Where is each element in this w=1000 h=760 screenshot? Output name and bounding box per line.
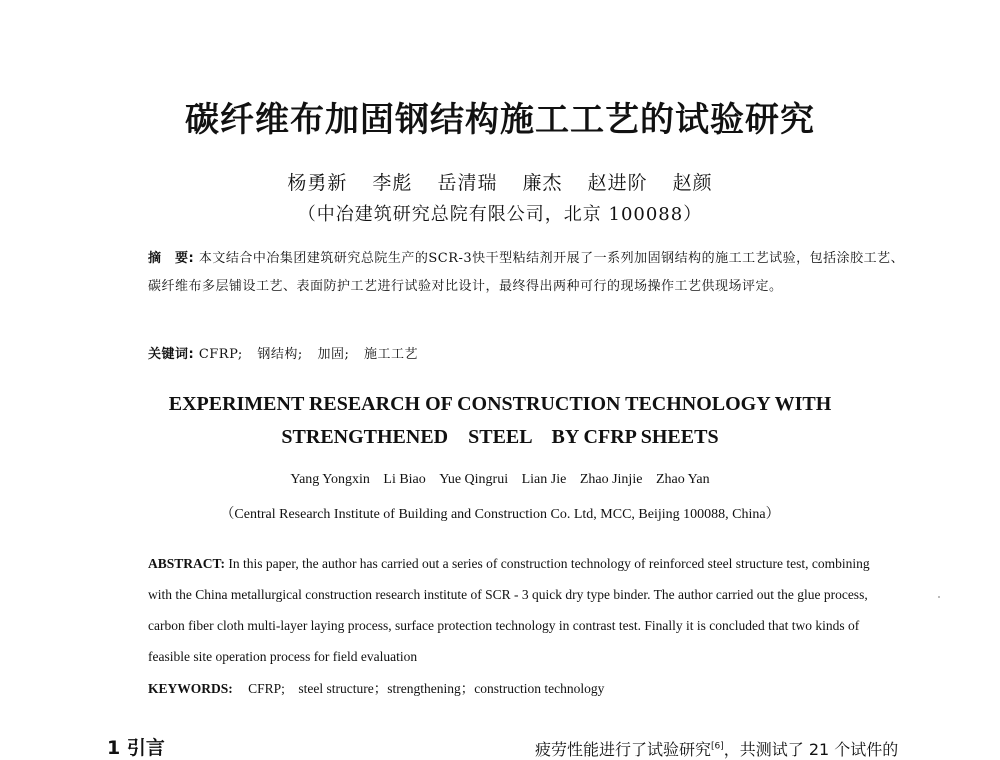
body-text-before: 疲劳性能进行了试验研究	[535, 740, 712, 759]
author-list-english	[0, 472, 1000, 488]
abstract-text-chinese: 本文结合中冶集团建筑研究总院生产的SCR-3快干型粘结剂开展了一系列加固钢结构的施工工艺试验，包括涂胶工艺、碳纤维布多层铺设工艺、表面防护工艺进行试验对比设计，最终得出两种可行的现场操作工艺供现场评定。	[148, 251, 905, 294]
scan-speck	[938, 596, 940, 598]
keyword: 施工工艺	[363, 347, 418, 362]
affiliation-chinese: （中冶建筑研究总院有限公司，北京 100088）	[297, 204, 703, 225]
keyword: 加固;	[317, 347, 350, 362]
author-name: Lian Jie	[521, 472, 567, 487]
citation-ref: [6]	[711, 741, 724, 752]
title-line-2: STRENGTHENED STEEL BY CFRP SHEETS	[281, 426, 719, 448]
author-name: Zhao Yan	[655, 472, 710, 487]
keywords-label-chinese: 关键词:	[148, 347, 195, 362]
keywords-chinese	[148, 343, 428, 362]
author-name: 杨勇新	[287, 172, 348, 194]
keyword: CFRP;	[198, 347, 243, 362]
body-text-snippet	[535, 737, 898, 760]
author-name: Li Biao	[383, 472, 426, 487]
author-name: 岳清瑞	[437, 172, 498, 194]
body-text-after: ，共测试了 21 个试件的	[723, 740, 899, 759]
abstract-chinese	[148, 245, 908, 301]
section-heading: 1 引言	[107, 737, 165, 759]
author-name: Yang Yongxin	[290, 472, 370, 487]
author-name: Zhao Jinjie	[579, 472, 643, 487]
paper-title-chinese: 碳纤维布加固钢结构施工工艺的试验研究	[185, 100, 815, 140]
abstract-label-english: ABSTRACT:	[148, 556, 226, 571]
keywords-label-english: KEYWORDS:	[148, 681, 233, 696]
author-name: Yue Qingrui	[439, 472, 509, 487]
affiliation-english: （Central Research Institute of Building and Construction Co. Ltd, MCC, Beijing 100088, China）	[220, 507, 780, 522]
abstract-label-chinese: 摘 要:	[148, 251, 195, 266]
author-name: 廉杰	[522, 172, 563, 194]
author-name: 赵进阶	[587, 172, 648, 194]
paper-title-english	[0, 388, 1000, 454]
author-name: 李彪	[372, 172, 413, 194]
abstract-text-english: In this paper, the author has carried out a series of construction technology of reinforced steel structure test, combining with the China metallurgical construction research institute of SCR - 3 quick dry type binder. The author carried out the glue process, carbon fiber cloth multi-layer laying process, surface protection technology in contrast test. Finally it is concluded that two kinds of feasible site operation process for field evaluation	[148, 556, 870, 664]
author-list-chinese	[0, 168, 1000, 195]
author-name: 赵颜	[672, 172, 713, 194]
keywords-text-english: CFRP; steel structure；strengthening；construction technology	[248, 681, 605, 696]
keyword: 钢结构;	[257, 347, 303, 362]
abstract-english	[148, 548, 888, 672]
keywords-english	[148, 677, 604, 697]
title-line-1: EXPERIMENT RESEARCH OF CONSTRUCTION TECHNOLOGY WITH	[168, 393, 832, 415]
